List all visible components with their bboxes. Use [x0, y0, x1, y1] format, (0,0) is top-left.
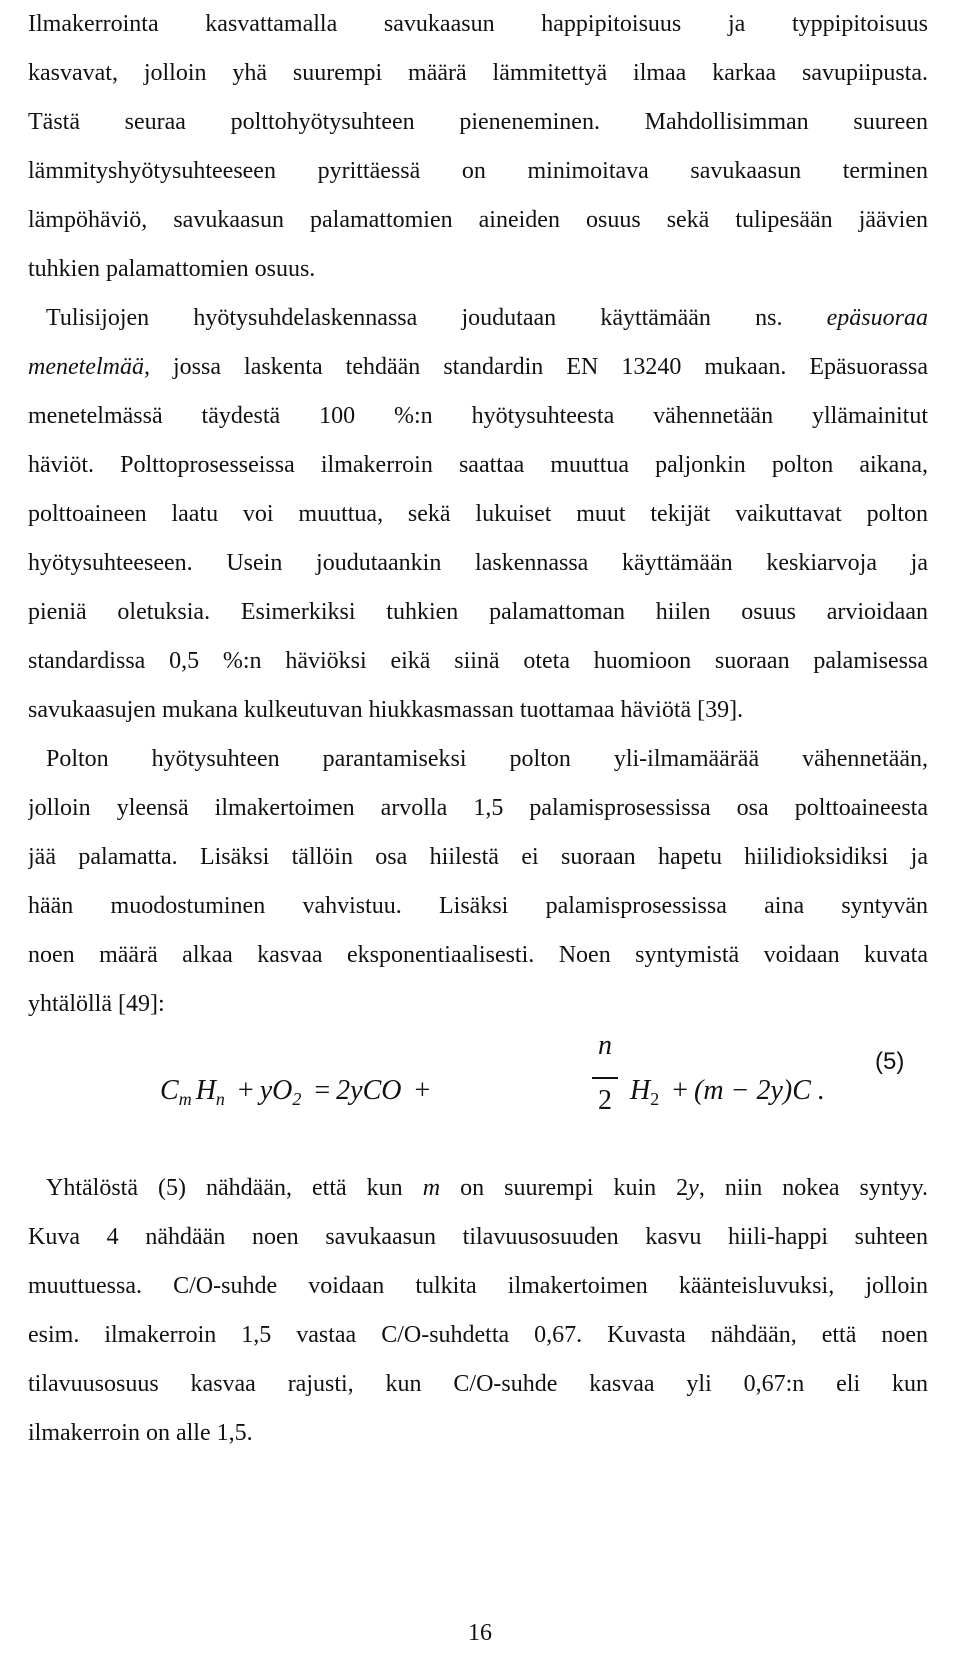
fraction-denominator: 2 — [598, 1085, 612, 1116]
text-line: häviöt. Polttoprosesseissa ilmakerroin saattaa muuttua paljonkin polton aikana, — [28, 452, 928, 478]
text-line: Polton hyötysuhteen parantamiseksi polton yli-ilmamäärää vähennetään, — [46, 746, 928, 772]
text-line: esim. ilmakerroin 1,5 vastaa C/O-suhdetta 0,67. Kuvasta nähdään, että noen — [28, 1322, 928, 1348]
text-line: pieniä oletuksia. Esimerkiksi tuhkien palamattoman hiilen osuus arvioidaan — [28, 599, 928, 625]
text-line: tilavuusosuus kasvaa rajusti, kun C/O-suhde kasvaa yli 0,67:n eli kun — [28, 1371, 928, 1397]
text-line: polttoaineen laatu voi muuttua, sekä lukuiset muut tekijät vaikuttavat polton — [28, 501, 928, 527]
text-line: tuhkien palamattomien osuus. — [28, 256, 316, 282]
text-line: standardissa 0,5 %:n häviöksi eikä siinä oteta huomioon suoraan palamisessa — [28, 648, 928, 674]
eq-symbol: H — [630, 1075, 651, 1106]
eq-subscript: 2 — [650, 1089, 660, 1109]
text-normal: , niin nokea syntyy. — [698, 1175, 928, 1201]
text-line: jää palamatta. Lisäksi tällöin osa hiilestä ei suoraan hapetu hiilidioksidiksi ja — [28, 844, 928, 870]
text-line: Ilmakerrointa kasvattamalla savukaasun happipitoisuus ja typpipitoisuus — [28, 11, 928, 37]
text-line: muuttuessa. C/O-suhde voidaan tulkita ilmakertoimen käänteisluvuksi, jolloin — [28, 1273, 928, 1299]
text-line: lämmityshyötysuhteeseen pyrittäessä on minimoitava savukaasun terminen — [28, 158, 928, 184]
text-italic: epäsuoraa — [826, 305, 928, 331]
text-line: yhtälöllä [49]: — [28, 991, 165, 1017]
text-line: Tästä seuraa polttohyötysuhteen pieneneminen. Mahdollisimman suureen — [28, 109, 928, 135]
paragraph-soot-formation — [28, 735, 928, 1029]
eq-fraction — [590, 1030, 620, 1130]
text-line: hään muodostuminen vahvistuu. Lisäksi palamisprosessissa aina syntyvän — [28, 893, 928, 919]
eq-symbol: H — [195, 1075, 216, 1106]
eq-operator: + — [414, 1075, 431, 1106]
text-line — [28, 343, 928, 392]
eq-operator: = — [314, 1075, 331, 1106]
equation-right — [630, 1075, 825, 1110]
text-italic: y — [688, 1175, 699, 1201]
document-page — [28, 0, 928, 1658]
eq-symbol: (m − 2y)C . — [694, 1075, 825, 1106]
text-normal: on suurempi kuin 2 — [440, 1175, 689, 1201]
text-normal: Yhtälöstä (5) nähdään, että kun — [46, 1175, 423, 1201]
eq-operator: + — [672, 1075, 689, 1106]
text-normal: Tulisijojen hyötysuhdelaskennassa joudutaan käyttämään ns. — [46, 305, 827, 331]
eq-symbol: 2yCO — [336, 1075, 402, 1106]
text-normal: , jossa laskenta tehdään standardin EN 13240 mukaan. Epäsuorassa — [143, 354, 928, 380]
text-line: ilmakerroin on alle 1,5. — [28, 1420, 253, 1446]
paragraph-efficiency-method — [28, 294, 928, 735]
text-line: menetelmässä täydestä 100 %:n hyötysuhteesta vähennetään yllämainitut — [28, 403, 928, 429]
paragraph-air-ratio — [28, 0, 928, 294]
eq-subscript: n — [215, 1089, 225, 1109]
eq-symbol: C — [160, 1075, 179, 1106]
text-line: noen määrä alkaa kasvaa eksponentiaalisesti. Noen syntymistä voidaan kuvata — [28, 942, 928, 968]
equation-number: (5) — [875, 1048, 905, 1075]
eq-subscript: 2 — [292, 1089, 302, 1109]
text-line — [28, 1164, 928, 1213]
eq-symbol: yO — [259, 1075, 293, 1106]
fraction-bar — [592, 1077, 618, 1079]
eq-subscript: m — [178, 1089, 192, 1109]
page-number: 16 — [468, 1620, 492, 1646]
text-italic: menetelmää — [28, 354, 144, 380]
text-line: savukaasujen mukana kulkeutuvan hiukkasmassan tuottamaa häviötä [39]. — [28, 697, 744, 723]
eq-operator: + — [237, 1075, 254, 1106]
paragraph-soot-conclusion — [28, 1164, 928, 1458]
text-italic: m — [422, 1175, 441, 1201]
text-line: jolloin yleensä ilmakertoimen arvolla 1,5 palamisprosessissa osa polttoaineesta — [28, 795, 928, 821]
fraction-numerator: n — [598, 1030, 612, 1061]
text-line: Kuva 4 nähdään noen savukaasun tilavuusosuuden kasvu hiili-happi suhteen — [28, 1224, 928, 1250]
text-line: hyötysuhteeseen. Usein joudutaankin laskennassa käyttämään keskiarvoja ja — [28, 550, 928, 576]
text-line — [28, 294, 928, 343]
soot-equation — [160, 1030, 825, 1140]
equation-left — [160, 1075, 436, 1110]
text-line: lämpöhäviö, savukaasun palamattomien aineiden osuus sekä tulipesään jäävien — [28, 207, 928, 233]
text-line: kasvavat, jolloin yhä suurempi määrä lämmitettyä ilmaa karkaa savupiipusta. — [28, 60, 928, 86]
